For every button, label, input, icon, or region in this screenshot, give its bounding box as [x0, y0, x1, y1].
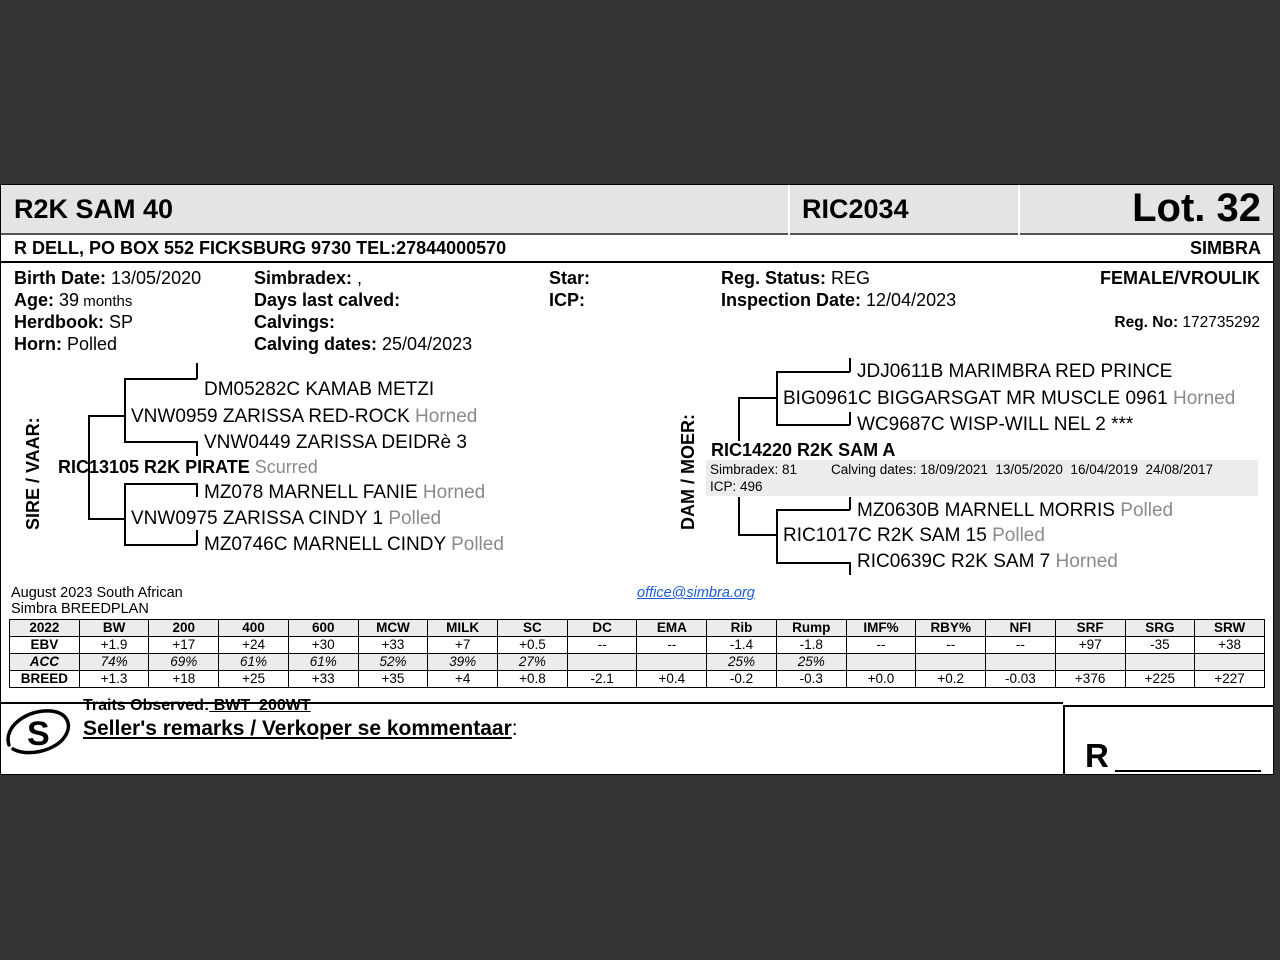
column-header-600: 600	[288, 620, 358, 637]
sire-tree-line	[196, 530, 198, 545]
breedplan-title-line1: August 2023 South African	[11, 585, 183, 601]
table-cell: +0.2	[916, 671, 986, 688]
dam-animal: RIC14220 R2K SAM A	[711, 440, 896, 460]
dam-tree-line	[738, 397, 778, 399]
table-cell: +227	[1195, 671, 1265, 688]
sex: FEMALE/VROULIK	[1100, 268, 1260, 288]
dam-tree-line	[776, 424, 850, 426]
row-label: EBV	[10, 637, 80, 654]
table-cell	[567, 654, 637, 671]
table-cell: -1.4	[707, 637, 777, 654]
email-link[interactable]: office@simbra.org	[637, 585, 755, 601]
dam-dam-dam: RIC0639C R2K SAM 7 Horned	[857, 551, 1118, 572]
table-cell: --	[846, 637, 916, 654]
dam-tree-line	[849, 412, 851, 425]
horn-status: Horn: Polled	[14, 334, 118, 354]
traits-observed: Traits Observed: BWT 200WT	[83, 697, 311, 714]
sellers-remarks: Seller's remarks / Verkoper se kommentaar:	[83, 717, 518, 740]
sire-sire: DM05282C KAMAB METZI	[204, 379, 435, 400]
table-cell: +33	[358, 637, 428, 654]
column-header-dc: DC	[567, 620, 637, 637]
sire-tree-line	[124, 378, 126, 442]
column-header-ema: EMA	[637, 620, 707, 637]
sire-tree-line	[124, 441, 197, 443]
table-row-acc	[10, 654, 1265, 671]
table-cell: +0.0	[846, 671, 916, 688]
logo-letter: S	[27, 715, 50, 753]
sire-dam-parent: VNW0975 ZARISSA CINDY 1 Polled	[131, 508, 442, 529]
table-cell: --	[567, 637, 637, 654]
column-header-400: 400	[219, 620, 289, 637]
table-cell: 27%	[498, 654, 568, 671]
dam-tree-line	[738, 534, 778, 536]
column-header-srw: SRW	[1195, 620, 1265, 637]
column-header-imf: IMF%	[846, 620, 916, 637]
reg-status: Reg. Status: REG	[721, 268, 871, 288]
sire-animal: RIC13105 R2K PIRATE Scurred	[58, 457, 318, 477]
sire-sire-parent: VNW0959 ZARISSA RED-ROCK Horned	[131, 406, 478, 427]
column-header-bw: BW	[79, 620, 149, 637]
column-header-mcw: MCW	[358, 620, 428, 637]
dam-tree-line	[738, 397, 740, 441]
table-row-breed	[10, 671, 1265, 688]
table-cell: -2.1	[567, 671, 637, 688]
calvings: Calvings:	[254, 312, 336, 332]
table-cell	[916, 654, 986, 671]
sire-tree-line	[88, 518, 126, 520]
table-cell	[986, 654, 1056, 671]
table-cell: +18	[149, 671, 219, 688]
icp: ICP:	[549, 290, 585, 310]
dam-tree-line	[849, 497, 851, 510]
lot-card	[0, 184, 1274, 775]
simbra-logo	[3, 705, 75, 757]
column-header-sc: SC	[498, 620, 568, 637]
dam-dam: MZ0746C MARNELL CINDY Polled	[204, 534, 504, 555]
table-cell	[1195, 654, 1265, 671]
dam-sire: BIG0961C BIGGARSGAT MR MUSCLE 0961 Horned	[783, 388, 1236, 409]
table-cell: +4	[428, 671, 498, 688]
age: Age: 39 months	[14, 290, 133, 310]
divider	[1063, 705, 1274, 707]
breedplan-title-line2: Simbra BREEDPLAN	[11, 601, 149, 617]
dam-sire-dam: WC9687C WISP-WILL NEL 2 ***	[857, 414, 1134, 435]
table-cell: +225	[1125, 671, 1195, 688]
price-field[interactable]	[1115, 770, 1261, 772]
table-cell	[846, 654, 916, 671]
table-cell	[637, 654, 707, 671]
row-label: BREED	[10, 671, 80, 688]
dam-icp: ICP: 496	[710, 479, 763, 494]
dam-tree-line	[776, 371, 778, 425]
table-cell: 61%	[288, 654, 358, 671]
dam-tree-line	[776, 562, 850, 564]
dam-dam-sire: MZ0630B MARNELL MORRIS Polled	[857, 500, 1174, 521]
dam-tree-line	[776, 509, 778, 563]
dam-tree-line	[849, 358, 851, 372]
table-cell: +97	[1055, 637, 1125, 654]
dam-sire: MZ078 MARNELL FANIE Horned	[204, 482, 486, 503]
sire-tree-line	[124, 378, 197, 380]
table-cell: +30	[288, 637, 358, 654]
table-cell: +1.3	[79, 671, 149, 688]
sire-side-label: SIRE / VAAR:	[23, 417, 43, 530]
breedplan-table	[9, 619, 1265, 688]
table-cell: --	[986, 637, 1056, 654]
table-row-ebv	[10, 637, 1265, 654]
dam-tree-line	[776, 371, 850, 373]
table-cell: --	[916, 637, 986, 654]
calving-dates: Calving dates: 25/04/2023	[254, 334, 473, 354]
column-header-rib: Rib	[707, 620, 777, 637]
dam-tree-line	[776, 509, 850, 511]
table-cell: 25%	[707, 654, 777, 671]
dam-side-label: DAM / MOER:	[678, 414, 698, 530]
column-header-rby: RBY%	[916, 620, 986, 637]
herdbook: Herdbook: SP	[14, 312, 134, 332]
table-cell: 52%	[358, 654, 428, 671]
dam-dam: RIC1017C R2K SAM 15 Polled	[783, 525, 1045, 546]
table-cell: +1.9	[79, 637, 149, 654]
table-cell: -0.2	[707, 671, 777, 688]
column-header-srg: SRG	[1125, 620, 1195, 637]
sire-tree-line	[124, 483, 126, 545]
sire-tree-line	[196, 441, 198, 456]
simbradex: Simbradex: ,	[254, 268, 363, 288]
divider	[1, 261, 1274, 263]
reg-no: Reg. No: 172735292	[1114, 314, 1260, 331]
table-cell: +0.5	[498, 637, 568, 654]
sire-tree-line	[88, 415, 126, 417]
sire-tree-line	[196, 363, 198, 379]
divider	[1063, 705, 1065, 775]
table-cell: +38	[1195, 637, 1265, 654]
lot-number: Lot. 32	[1132, 186, 1261, 230]
table-cell	[1055, 654, 1125, 671]
sire-tree-line	[124, 483, 197, 485]
dam-tree-line	[849, 562, 851, 575]
table-cell	[1125, 654, 1195, 671]
column-header-200: 200	[149, 620, 219, 637]
table-cell: +33	[288, 671, 358, 688]
table-cell: 39%	[428, 654, 498, 671]
sire-tree-line	[124, 544, 197, 546]
dam-calving-dates: Calving dates: 18/09/2021 13/05/2020 16/04/2019 24/08/2017	[831, 462, 1214, 477]
column-header-2022: 2022	[10, 620, 80, 637]
column-header-milk: MILK	[428, 620, 498, 637]
table-cell: +376	[1055, 671, 1125, 688]
table-cell: --	[637, 637, 707, 654]
table-cell: +7	[428, 637, 498, 654]
dam-tree-line	[738, 497, 740, 535]
table-cell: 69%	[149, 654, 219, 671]
dam-simbradex: Simbradex: 81	[710, 462, 798, 477]
owner-address: R DELL, PO BOX 552 FICKSBURG 9730 TEL:27844000570	[14, 238, 507, 258]
table-cell: 74%	[79, 654, 149, 671]
table-cell: -0.03	[986, 671, 1056, 688]
breed-name: SIMBRA	[1190, 238, 1261, 258]
table-cell: -1.8	[776, 637, 846, 654]
row-label: ACC	[10, 654, 80, 671]
days-last-calved: Days last calved:	[254, 290, 401, 310]
table-cell: 25%	[776, 654, 846, 671]
animal-id: RIC2034	[802, 194, 909, 224]
dam-sire-sire: JDJ0611B MARIMBRA RED PRINCE	[857, 361, 1173, 382]
table-cell: +17	[149, 637, 219, 654]
table-header-row	[10, 620, 1265, 637]
star: Star:	[549, 268, 591, 288]
column-header-rump: Rump	[776, 620, 846, 637]
column-header-nfi: NFI	[986, 620, 1056, 637]
sire-dam: VNW0449 ZARISSA DEIDRè 3	[204, 432, 467, 453]
table-cell: +25	[219, 671, 289, 688]
animal-name: R2K SAM 40	[14, 194, 174, 224]
table-cell: 61%	[219, 654, 289, 671]
sire-tree-line	[196, 483, 198, 497]
table-cell: +0.8	[498, 671, 568, 688]
inspection-date: Inspection Date: 12/04/2023	[721, 290, 957, 310]
table-cell: +24	[219, 637, 289, 654]
table-cell: +0.4	[637, 671, 707, 688]
column-header-srf: SRF	[1055, 620, 1125, 637]
birth-date: Birth Date: 13/05/2020	[14, 268, 202, 288]
table-cell: -0.3	[776, 671, 846, 688]
table-cell: +35	[358, 671, 428, 688]
table-cell: -35	[1125, 637, 1195, 654]
price-prefix: R	[1085, 737, 1109, 774]
